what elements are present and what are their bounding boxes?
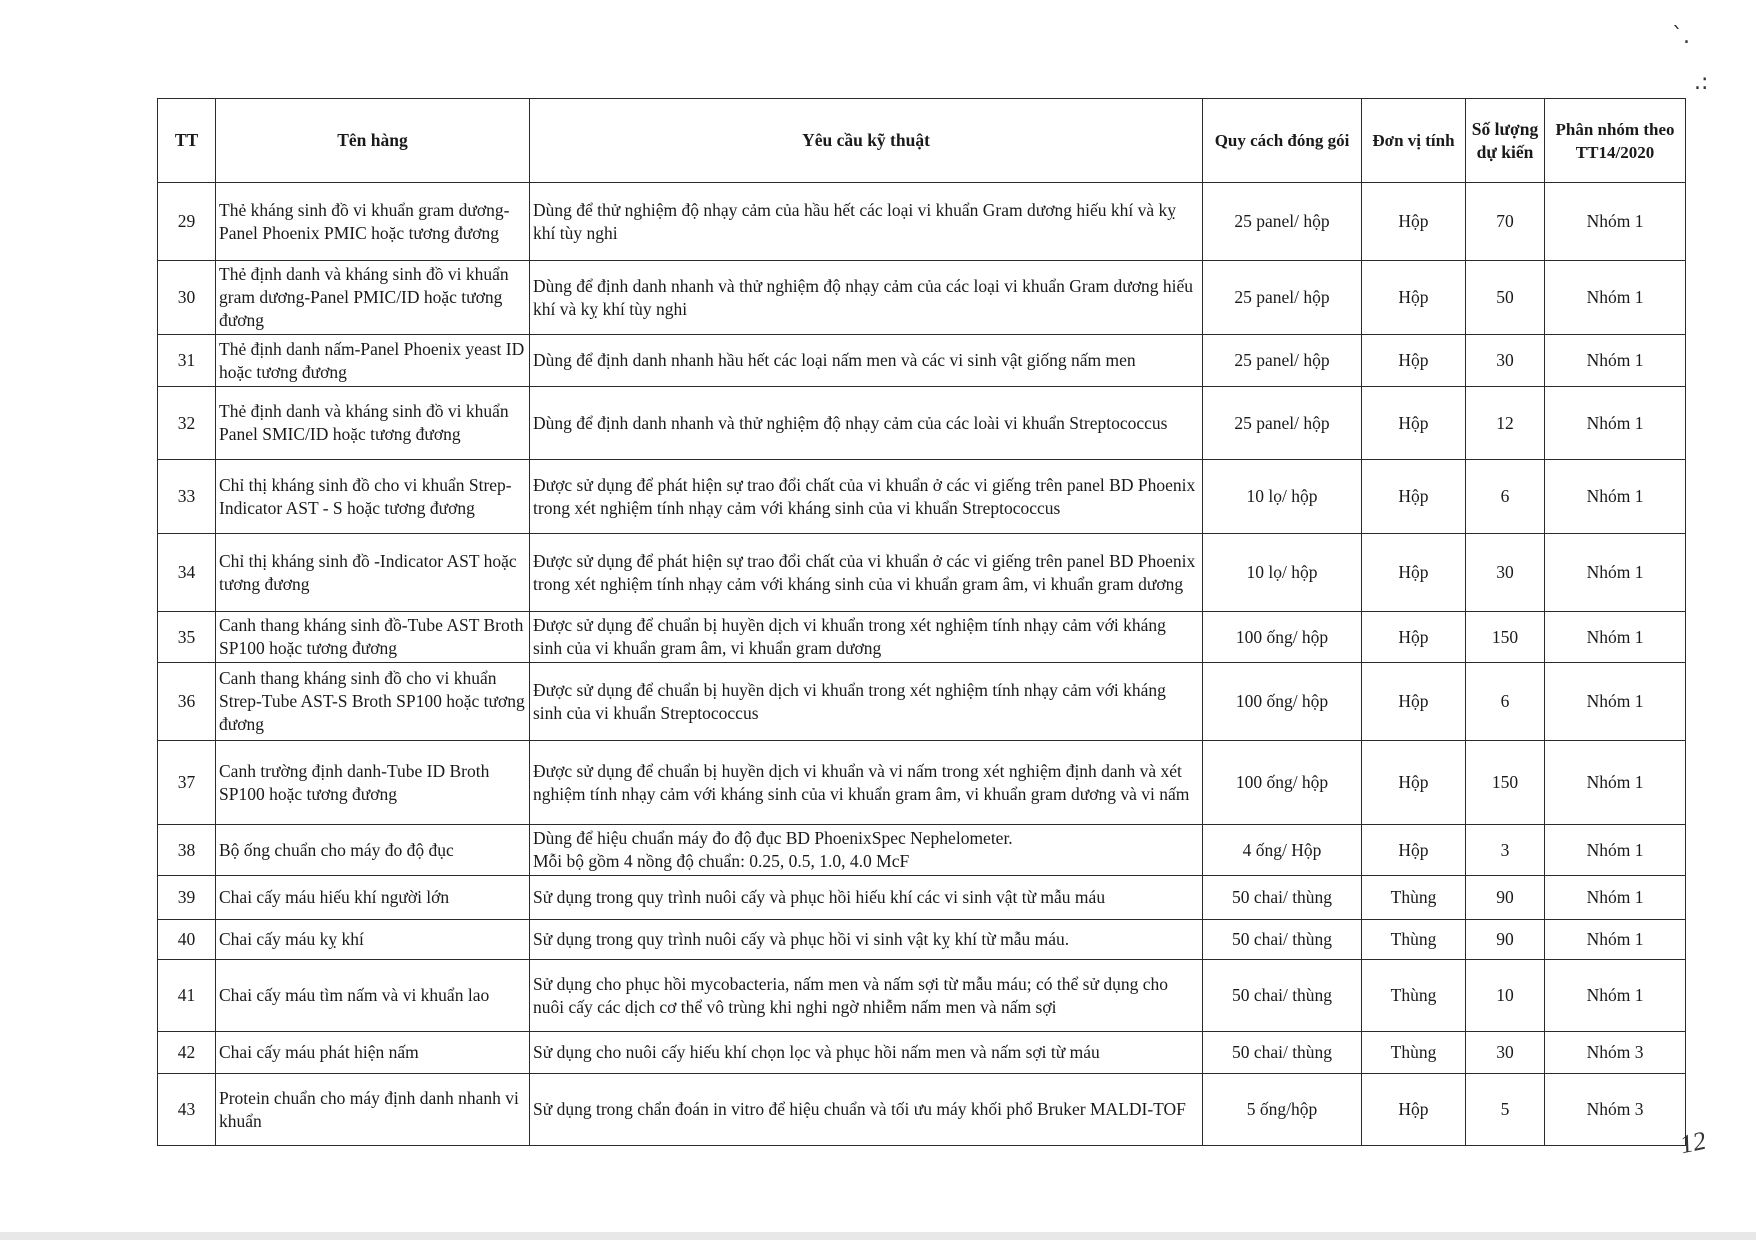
cell-yeu-cau: Được sử dụng để chuẩn bị huyền dịch vi khuẩn trong xét nghiệm tính nhạy cảm với kháng sinh của vi khuẩn Streptococcus — [530, 663, 1203, 741]
cell-ten-hang: Thẻ định danh và kháng sinh đồ vi khuẩn gram dương-Panel PMIC/ID hoặc tương đương — [216, 261, 530, 335]
cell-ten-hang: Chỉ thị kháng sinh đồ -Indicator AST hoặc tương đương — [216, 534, 530, 612]
cell-quy-cach: 100 ống/ hộp — [1203, 612, 1362, 663]
cell-phan-nhom: Nhóm 1 — [1545, 663, 1686, 741]
cell-yeu-cau: Sử dụng cho nuôi cấy hiếu khí chọn lọc và phục hồi nấm men và nấm sợi từ máu — [530, 1032, 1203, 1074]
cell-so-luong: 150 — [1466, 741, 1545, 825]
cell-ten-hang: Canh thang kháng sinh đồ-Tube AST Broth SP100 hoặc tương đương — [216, 612, 530, 663]
cell-tt: 30 — [158, 261, 216, 335]
cell-don-vi: Hộp — [1362, 387, 1466, 460]
cell-phan-nhom: Nhóm 1 — [1545, 460, 1686, 534]
table-row — [158, 663, 1686, 741]
table-row — [158, 460, 1686, 534]
cell-yeu-cau-line: Mỗi bộ gồm 4 nồng độ chuẩn: 0.25, 0.5, 1.0, 4.0 McF — [533, 851, 910, 871]
specification-table — [157, 98, 1686, 1146]
cell-tt: 37 — [158, 741, 216, 825]
cell-don-vi: Hộp — [1362, 183, 1466, 261]
cell-so-luong: 30 — [1466, 534, 1545, 612]
cell-yeu-cau: Sử dụng trong quy trình nuôi cấy và phục hồi vi sinh vật kỵ khí từ mẫu máu. — [530, 920, 1203, 960]
cell-don-vi: Thùng — [1362, 960, 1466, 1032]
header-don-vi: Đơn vị tính — [1362, 99, 1466, 183]
cell-quy-cach: 50 chai/ thùng — [1203, 960, 1362, 1032]
cell-yeu-cau: Được sử dụng để phát hiện sự trao đổi chất của vi khuẩn ở các vi giếng trên panel BD Phoenix trong xét nghiệm tính nhạy cảm với kháng sinh của vi khuẩn gram âm, vi khuẩn gram dương — [530, 534, 1203, 612]
cell-yeu-cau — [530, 825, 1203, 876]
cell-so-luong: 30 — [1466, 335, 1545, 387]
table-row — [158, 261, 1686, 335]
cell-yeu-cau: Được sử dụng để chuẩn bị huyền dịch vi khuẩn và vi nấm trong xét nghiệm định danh và xét nghiệm tính nhạy cảm với kháng sinh của vi khuẩn gram âm, vi khuẩn gram dương và vi nấm — [530, 741, 1203, 825]
cell-so-luong: 12 — [1466, 387, 1545, 460]
cell-quy-cach: 25 panel/ hộp — [1203, 335, 1362, 387]
cell-so-luong: 50 — [1466, 261, 1545, 335]
cell-so-luong: 3 — [1466, 825, 1545, 876]
cell-yeu-cau: Dùng để định danh nhanh và thử nghiệm độ nhạy cảm của các loài vi khuẩn Streptococcus — [530, 387, 1203, 460]
cell-quy-cach: 10 lọ/ hộp — [1203, 460, 1362, 534]
cell-quy-cach: 50 chai/ thùng — [1203, 1032, 1362, 1074]
cell-ten-hang: Canh thang kháng sinh đồ cho vi khuẩn Strep-Tube AST-S Broth SP100 hoặc tương đương — [216, 663, 530, 741]
cell-quy-cach: 25 panel/ hộp — [1203, 387, 1362, 460]
cell-quy-cach: 25 panel/ hộp — [1203, 183, 1362, 261]
cell-so-luong: 5 — [1466, 1074, 1545, 1146]
cell-ten-hang: Chai cấy máu phát hiện nấm — [216, 1032, 530, 1074]
table-row — [158, 534, 1686, 612]
cell-so-luong: 90 — [1466, 920, 1545, 960]
cell-phan-nhom: Nhóm 1 — [1545, 876, 1686, 920]
cell-phan-nhom: Nhóm 1 — [1545, 612, 1686, 663]
header-quy-cach: Quy cách đóng gói — [1203, 99, 1362, 183]
cell-so-luong: 70 — [1466, 183, 1545, 261]
cell-so-luong: 30 — [1466, 1032, 1545, 1074]
table-row — [158, 387, 1686, 460]
cell-phan-nhom: Nhóm 1 — [1545, 960, 1686, 1032]
cell-yeu-cau: Dùng để định danh nhanh và thử nghiệm độ nhạy cảm của các loại vi khuẩn Gram dương hiếu khí và kỵ khí tùy nghi — [530, 261, 1203, 335]
table-header-row — [158, 99, 1686, 183]
cell-yeu-cau: Sử dụng trong chẩn đoán in vitro để hiệu chuẩn và tối ưu máy khối phổ Bruker MALDI-TOF — [530, 1074, 1203, 1146]
cell-yeu-cau: Được sử dụng để chuẩn bị huyền dịch vi khuẩn trong xét nghiệm tính nhạy cảm với kháng sinh của vi khuẩn gram âm, vi khuẩn gram dương — [530, 612, 1203, 663]
cell-ten-hang: Canh trường định danh-Tube ID Broth SP100 hoặc tương đương — [216, 741, 530, 825]
cell-don-vi: Thùng — [1362, 1032, 1466, 1074]
page-number: 12 — [1677, 1125, 1709, 1160]
cell-ten-hang: Thẻ định danh nấm-Panel Phoenix yeast ID hoặc tương đương — [216, 335, 530, 387]
cell-ten-hang: Thẻ định danh và kháng sinh đồ vi khuẩn Panel SMIC/ID hoặc tương đương — [216, 387, 530, 460]
cell-don-vi: Hộp — [1362, 335, 1466, 387]
table-row — [158, 335, 1686, 387]
cell-so-luong: 6 — [1466, 663, 1545, 741]
cell-phan-nhom: Nhóm 1 — [1545, 387, 1686, 460]
cell-phan-nhom: Nhóm 1 — [1545, 825, 1686, 876]
cell-yeu-cau: Dùng để thử nghiệm độ nhạy cảm của hầu hết các loại vi khuẩn Gram dương hiếu khí và kỵ khí tùy nghi — [530, 183, 1203, 261]
cell-phan-nhom: Nhóm 1 — [1545, 261, 1686, 335]
cell-don-vi: Hộp — [1362, 612, 1466, 663]
cell-tt: 41 — [158, 960, 216, 1032]
cell-ten-hang: Chai cấy máu hiếu khí người lớn — [216, 876, 530, 920]
cell-yeu-cau: Dùng để định danh nhanh hầu hết các loại nấm men và các vi sinh vật giống nấm men — [530, 335, 1203, 387]
header-tt: TT — [158, 99, 216, 183]
table-row — [158, 960, 1686, 1032]
cell-phan-nhom: Nhóm 3 — [1545, 1032, 1686, 1074]
cell-tt: 31 — [158, 335, 216, 387]
cell-don-vi: Hộp — [1362, 261, 1466, 335]
cell-quy-cach: 50 chai/ thùng — [1203, 920, 1362, 960]
cell-don-vi: Hộp — [1362, 663, 1466, 741]
header-so-luong: Số lượng dự kiến — [1466, 99, 1545, 183]
cell-tt: 43 — [158, 1074, 216, 1146]
cell-so-luong: 6 — [1466, 460, 1545, 534]
cell-don-vi: Thùng — [1362, 876, 1466, 920]
cell-don-vi: Hộp — [1362, 1074, 1466, 1146]
cell-yeu-cau: Sử dụng trong quy trình nuôi cấy và phục hồi hiếu khí các vi sinh vật từ mẫu máu — [530, 876, 1203, 920]
cell-phan-nhom: Nhóm 1 — [1545, 335, 1686, 387]
table-row — [158, 920, 1686, 960]
cell-ten-hang: Protein chuẩn cho máy định danh nhanh vi khuẩn — [216, 1074, 530, 1146]
cell-quy-cach: 50 chai/ thùng — [1203, 876, 1362, 920]
cell-quy-cach: 4 ống/ Hộp — [1203, 825, 1362, 876]
cell-tt: 39 — [158, 876, 216, 920]
cell-quy-cach: 5 ống/hộp — [1203, 1074, 1362, 1146]
cell-so-luong: 150 — [1466, 612, 1545, 663]
cell-don-vi: Hộp — [1362, 825, 1466, 876]
cell-tt: 40 — [158, 920, 216, 960]
cell-ten-hang: Chai cấy máu kỵ khí — [216, 920, 530, 960]
scan-mark: `. — [1672, 24, 1690, 49]
cell-ten-hang: Thẻ kháng sinh đồ vi khuẩn gram dương-Panel Phoenix PMIC hoặc tương đương — [216, 183, 530, 261]
cell-phan-nhom: Nhóm 1 — [1545, 920, 1686, 960]
table-row — [158, 612, 1686, 663]
table-row — [158, 741, 1686, 825]
cell-ten-hang: Chai cấy máu tìm nấm và vi khuẩn lao — [216, 960, 530, 1032]
cell-quy-cach: 100 ống/ hộp — [1203, 663, 1362, 741]
cell-tt: 34 — [158, 534, 216, 612]
cell-tt: 38 — [158, 825, 216, 876]
header-ten-hang: Tên hàng — [216, 99, 530, 183]
cell-yeu-cau: Được sử dụng để phát hiện sự trao đổi chất của vi khuẩn ở các vi giếng trên panel BD Phoenix trong xét nghiệm tính nhạy cảm với kháng sinh của vi khuẩn Streptococcus — [530, 460, 1203, 534]
cell-phan-nhom: Nhóm 1 — [1545, 183, 1686, 261]
cell-phan-nhom: Nhóm 1 — [1545, 741, 1686, 825]
scan-mark: .: — [1694, 70, 1709, 95]
cell-tt: 42 — [158, 1032, 216, 1074]
cell-yeu-cau-line: Dùng để hiệu chuẩn máy đo độ đục BD PhoenixSpec Nephelometer. — [533, 828, 1013, 848]
cell-phan-nhom: Nhóm 3 — [1545, 1074, 1686, 1146]
cell-don-vi: Hộp — [1362, 741, 1466, 825]
cell-yeu-cau: Sử dụng cho phục hồi mycobacteria, nấm men và nấm sợi từ mẫu máu; có thể sử dụng cho nuôi cấy các dịch cơ thể vô trùng khi nghi ngờ nhiễm nấm men và nấm sợi — [530, 960, 1203, 1032]
cell-phan-nhom: Nhóm 1 — [1545, 534, 1686, 612]
table-row — [158, 1032, 1686, 1074]
cell-ten-hang: Bộ ống chuẩn cho máy đo độ đục — [216, 825, 530, 876]
cell-don-vi: Thùng — [1362, 920, 1466, 960]
cell-tt: 36 — [158, 663, 216, 741]
cell-tt: 35 — [158, 612, 216, 663]
cell-quy-cach: 10 lọ/ hộp — [1203, 534, 1362, 612]
cell-don-vi: Hộp — [1362, 460, 1466, 534]
cell-so-luong: 10 — [1466, 960, 1545, 1032]
cell-tt: 33 — [158, 460, 216, 534]
cell-quy-cach: 100 ống/ hộp — [1203, 741, 1362, 825]
table-row — [158, 825, 1686, 876]
cell-tt: 32 — [158, 387, 216, 460]
cell-quy-cach: 25 panel/ hộp — [1203, 261, 1362, 335]
table-row — [158, 1074, 1686, 1146]
cell-ten-hang: Chỉ thị kháng sinh đồ cho vi khuẩn Strep-Indicator AST - S hoặc tương đương — [216, 460, 530, 534]
table-row — [158, 876, 1686, 920]
table-row — [158, 183, 1686, 261]
cell-so-luong: 90 — [1466, 876, 1545, 920]
header-phan-nhom: Phân nhóm theo TT14/2020 — [1545, 99, 1686, 183]
scan-edge — [0, 1232, 1756, 1240]
cell-don-vi: Hộp — [1362, 534, 1466, 612]
cell-tt: 29 — [158, 183, 216, 261]
header-yeu-cau: Yêu cầu kỹ thuật — [530, 99, 1203, 183]
